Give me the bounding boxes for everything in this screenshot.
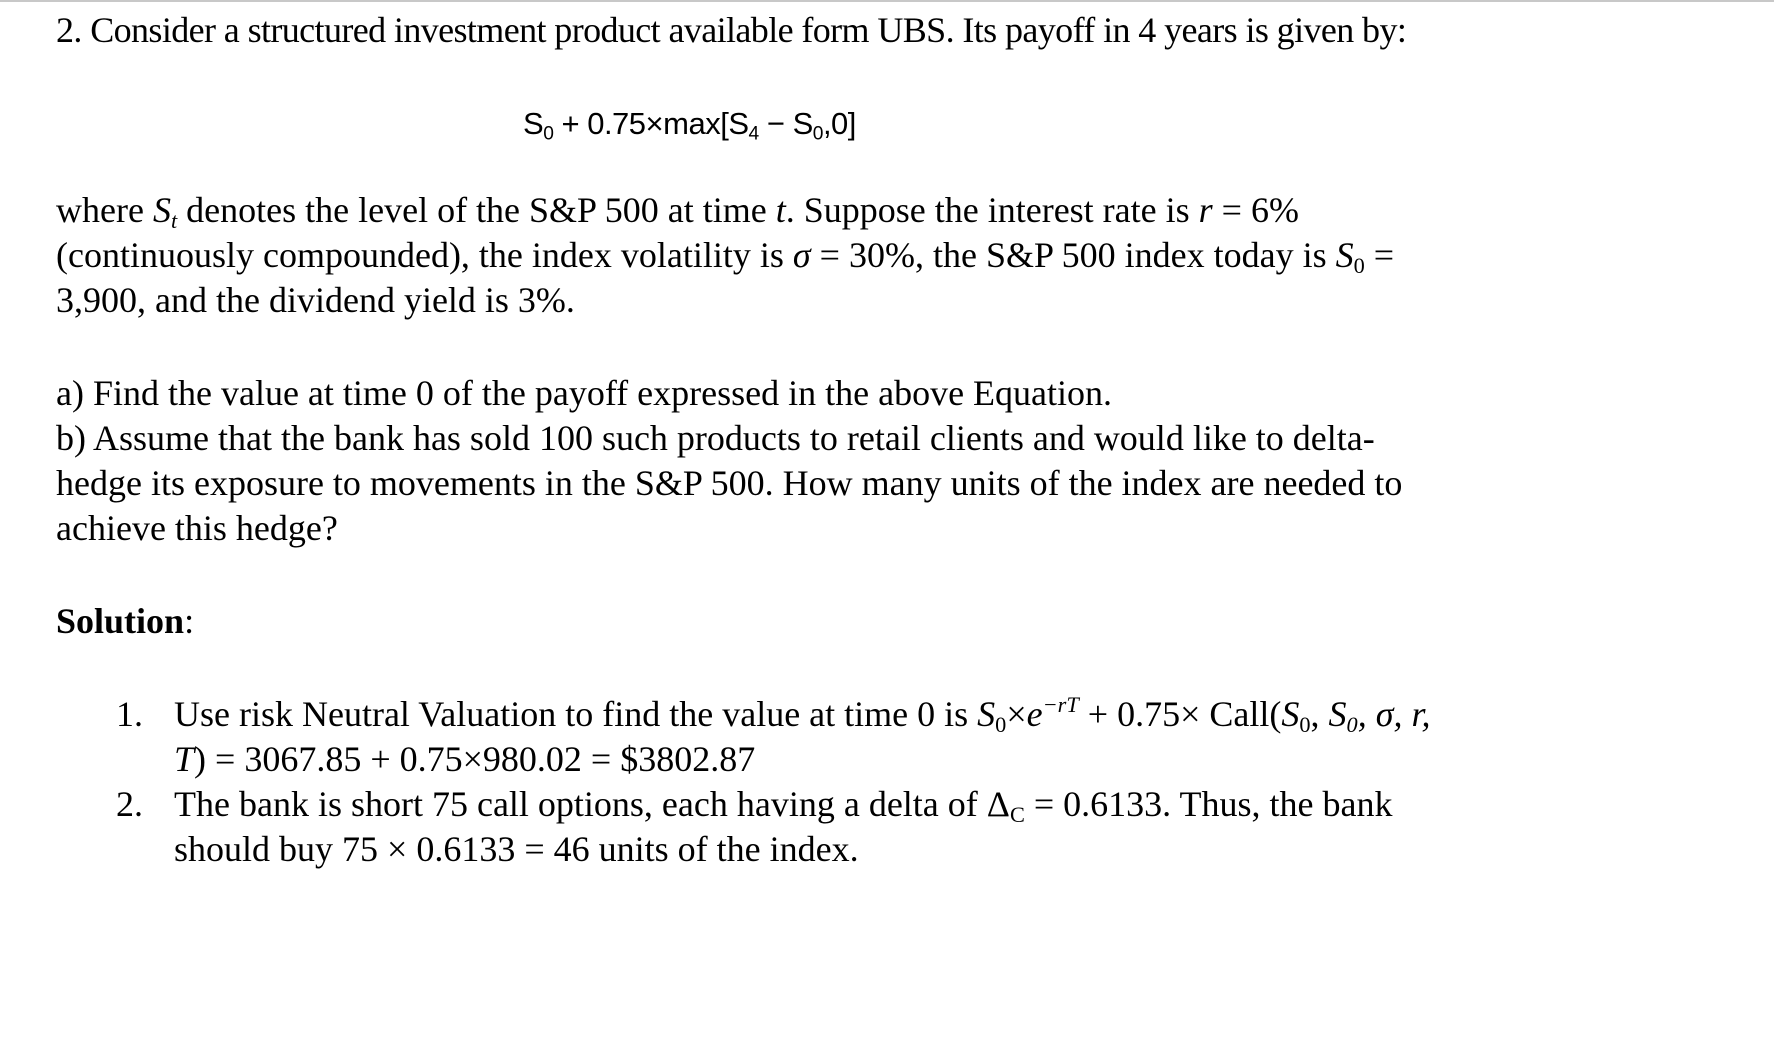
- solution-item-2-line-1: [174, 784, 1393, 828]
- eq-max: max[: [663, 106, 729, 141]
- arg-s-sub: 0: [1346, 712, 1358, 738]
- var-t: t: [775, 190, 786, 230]
- comma: ,: [1310, 694, 1329, 734]
- where-text: (continuously compounded), the index volatility is: [56, 235, 793, 275]
- eq-times: ×: [645, 106, 664, 141]
- problem-heading: 2. Consider a structured investment product available form UBS. Its payoff in 4 years is given by:: [56, 10, 1407, 50]
- top-border: [0, 0, 1774, 2]
- where-line-2: [56, 235, 1395, 279]
- eq-s4: S: [728, 106, 749, 141]
- delta-sub: C: [1009, 802, 1025, 828]
- eq-s: S: [523, 106, 544, 141]
- payoff-equation: [523, 104, 856, 144]
- where-text: =: [1364, 235, 1395, 275]
- eq-plus: + 0.75: [553, 106, 646, 141]
- solution-item-1-line-1: [174, 692, 1431, 738]
- comma: ,: [1357, 694, 1376, 734]
- var-t-sub: t: [170, 208, 178, 234]
- eq-sub-0b: 0: [812, 123, 823, 145]
- part-b-line-2: hedge its exposure to movements in the S&P 500. How many units of the index are needed to: [56, 463, 1403, 503]
- var-e: e: [1026, 694, 1043, 734]
- arg-t: T: [174, 739, 195, 779]
- where-line-3: 3,900, and the dividend yield is 3%.: [56, 280, 575, 320]
- where-text: where: [56, 190, 153, 230]
- item-text: Use risk Neutral Valuation to find the value at time 0 is: [174, 694, 978, 734]
- times-sign: ×: [1006, 694, 1027, 734]
- eq-minus: −: [758, 106, 793, 141]
- item-text: ) = 3067.85 + 0.75×980.02 = $3802.87: [194, 739, 756, 779]
- var-s: S: [152, 190, 171, 230]
- item-text: + 0.75× Call(: [1078, 694, 1282, 734]
- eq-s0b: S: [792, 106, 813, 141]
- solution-heading: [56, 601, 194, 641]
- var-s0-sub: 0: [1353, 253, 1365, 279]
- arg-s: S: [1281, 694, 1300, 734]
- solution-item-1-number: 1.: [116, 694, 143, 734]
- var-s: S: [977, 694, 996, 734]
- where-text: = 30%, the S&P 500 index today is: [810, 235, 1336, 275]
- arg-r: r: [1411, 694, 1422, 734]
- solution-colon: :: [184, 601, 195, 641]
- part-b-line-3: achieve this hedge?: [56, 508, 338, 548]
- var-r: r: [1198, 190, 1213, 230]
- part-b-line-1: b) Assume that the bank has sold 100 such products to retail clients and would like to delta-: [56, 418, 1375, 458]
- eq-sub-0: 0: [543, 123, 554, 145]
- arg-sigma: σ: [1375, 694, 1394, 734]
- comma: ,: [1393, 694, 1412, 734]
- solution-label: Solution: [56, 601, 185, 641]
- var-s0-sub: 0: [995, 712, 1007, 738]
- arg-s: S: [1328, 694, 1347, 734]
- where-text: . Suppose the interest rate is: [785, 190, 1199, 230]
- where-text: = 6%: [1212, 190, 1299, 230]
- item-text: The bank is short 75 call options, each having a delta of Δ: [174, 784, 1010, 824]
- item-text: = 0.6133. Thus, the bank: [1024, 784, 1393, 824]
- solution-item-1-line-2: [174, 739, 755, 779]
- var-s0: S: [1335, 235, 1354, 275]
- arg-s-sub: 0: [1299, 712, 1311, 738]
- comma: ,: [1421, 694, 1431, 734]
- solution-item-2-number: 2.: [116, 784, 143, 824]
- solution-item-2-line-2: should buy 75 × 0.6133 = 46 units of the index.: [174, 829, 859, 869]
- eq-tail: ,0]: [822, 106, 856, 141]
- eq-sub-4: 4: [748, 123, 759, 145]
- where-text: denotes the level of the S&P 500 at time: [177, 190, 776, 230]
- exponent: −rT: [1042, 692, 1079, 718]
- where-line-1: [56, 190, 1299, 234]
- part-a: a) Find the value at time 0 of the payoff expressed in the above Equation.: [56, 373, 1113, 413]
- var-sigma: σ: [792, 235, 811, 275]
